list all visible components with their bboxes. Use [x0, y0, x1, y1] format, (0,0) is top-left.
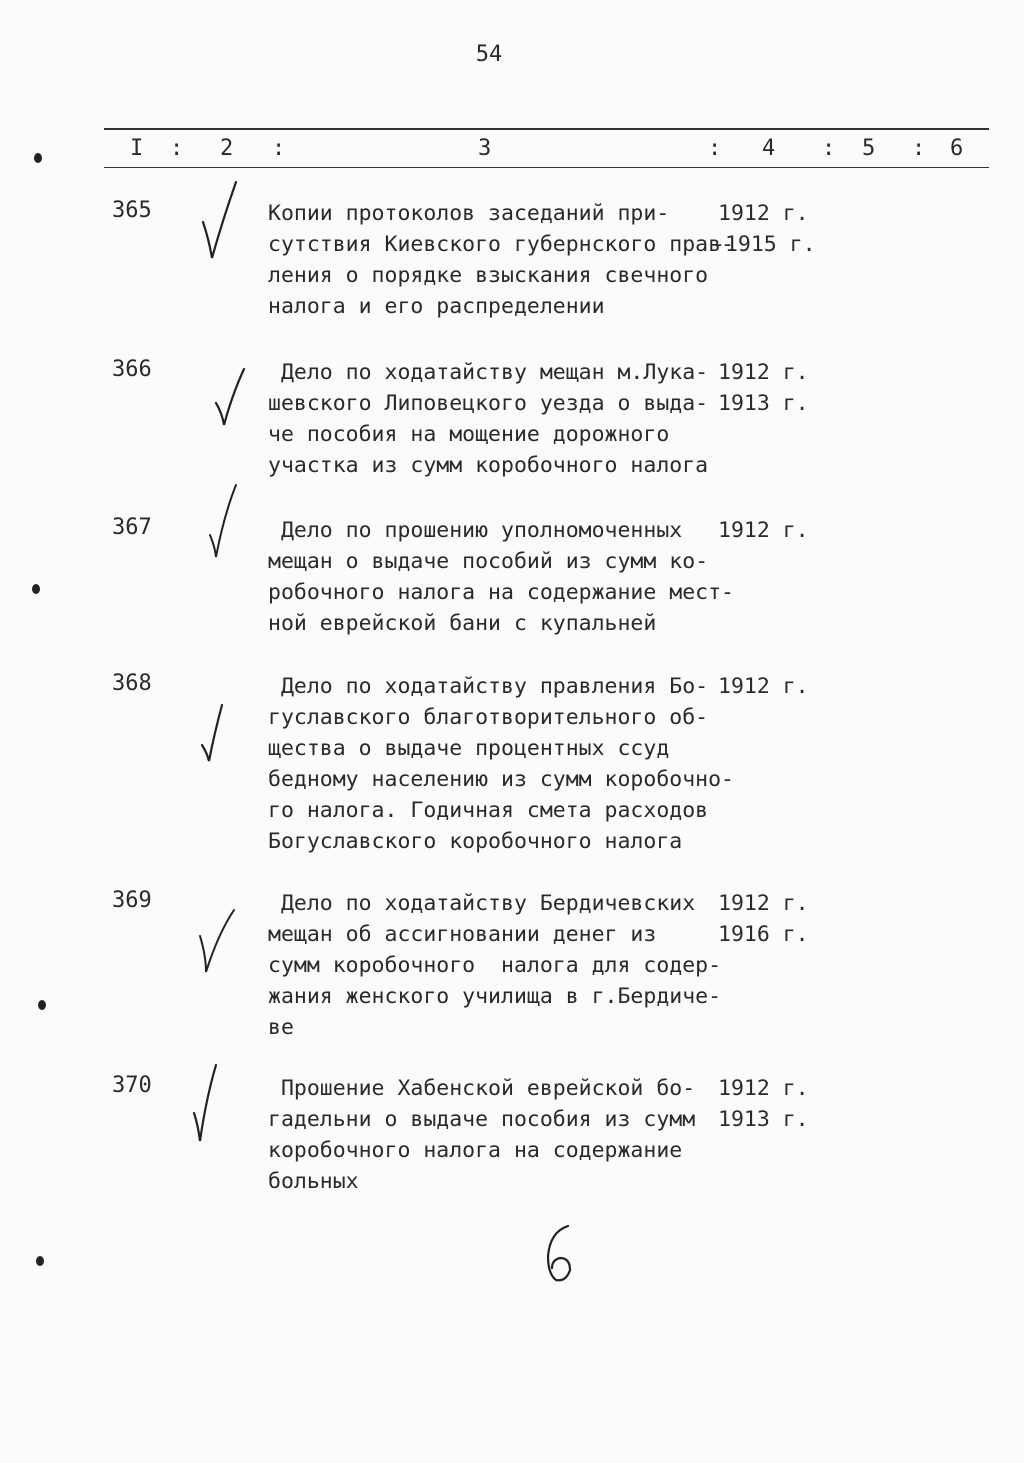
year-start: 1912 г. — [718, 201, 809, 226]
year-start: 1912 г. — [718, 891, 809, 916]
description-line: больных — [268, 1169, 359, 1194]
year-end: 1913 г. — [718, 1107, 809, 1132]
entry-number: 368 — [112, 671, 152, 696]
column-separator: : — [170, 136, 184, 161]
description-line: че пособия на мощение дорожного — [268, 422, 670, 447]
entry-description — [268, 515, 734, 639]
column-header-4: 4 — [762, 136, 776, 161]
binding-hole-mark — [36, 1256, 44, 1266]
description-line: Прошение Хабенской еврейской бо- — [268, 1076, 696, 1101]
page-number: 54 — [475, 42, 503, 67]
description-line: робочного налога на содержание мест- — [268, 580, 734, 605]
description-line: жания женского училища в г.Бердиче- — [268, 984, 722, 1009]
description-line: бедному населению из сумм коробочно- — [268, 767, 734, 792]
description-line: Дело по ходатайству Бердичевских — [268, 891, 696, 916]
entry-years — [712, 515, 809, 546]
checkmark-icon — [208, 485, 242, 569]
column-header-1: I — [130, 136, 144, 161]
header-bottom-rule — [104, 167, 989, 168]
column-separator: : — [822, 136, 836, 161]
entry-years — [712, 671, 809, 702]
entry-years — [712, 198, 816, 260]
description-line: мещан о выдаче пособий из сумм ко- — [268, 549, 709, 574]
description-line: гуславского благотворительного об- — [268, 705, 709, 730]
entry-years — [712, 1073, 809, 1135]
handwritten-note — [540, 1222, 580, 1292]
column-header-6: 6 — [950, 136, 964, 161]
entry-description — [268, 357, 728, 481]
description-line: сумм коробочного налога для содер- — [268, 953, 722, 978]
description-line: ве — [268, 1015, 294, 1040]
checkmark-icon — [200, 705, 230, 769]
checkmark-icon — [192, 1065, 228, 1149]
column-header-5: 5 — [862, 136, 876, 161]
binding-hole-mark — [34, 153, 42, 163]
entry-number: 370 — [112, 1073, 152, 1098]
header-top-rule — [104, 128, 989, 130]
description-line: го налога. Годичная смета расходов — [268, 798, 709, 823]
binding-hole-mark — [38, 1000, 46, 1010]
entry-description — [268, 198, 734, 322]
column-separator: : — [708, 136, 722, 161]
checkmark-icon — [198, 910, 238, 980]
checkmark-icon — [200, 182, 240, 266]
description-line: ления о порядке взыскания свечного — [268, 263, 709, 288]
description-line: щества о выдаче процентных ссуд — [268, 736, 670, 761]
description-line: участка из сумм коробочного налога — [268, 453, 709, 478]
year-end: 1913 г. — [718, 391, 809, 416]
year-end: 1916 г. — [718, 922, 809, 947]
entry-years — [712, 888, 809, 950]
year-start: 1912 г. — [718, 360, 809, 385]
column-header-3: 3 — [478, 136, 492, 161]
entry-description — [268, 1073, 728, 1197]
checkmark-icon — [214, 369, 248, 433]
year-start: 1912 г. — [718, 674, 809, 699]
entry-number: 366 — [112, 357, 152, 382]
year-start: 1912 г. — [718, 518, 809, 543]
description-line: Богуславского коробочного налога — [268, 829, 683, 854]
entry-years — [712, 357, 809, 419]
description-line: мещан об ассигновании денег из — [268, 922, 657, 947]
column-header-2: 2 — [220, 136, 234, 161]
column-separator: : — [912, 136, 926, 161]
description-line: Копии протоколов заседаний при- — [268, 201, 670, 226]
entry-number: 369 — [112, 888, 152, 913]
description-line: шевского Липовецкого уезда о выда- — [268, 391, 709, 416]
description-line: Дело по ходатайству правления Бо- — [268, 674, 709, 699]
description-line: коробочного налога на содержание — [268, 1138, 683, 1163]
entry-number: 365 — [112, 198, 152, 223]
column-separator: : — [272, 136, 286, 161]
description-line: налога и его распределении — [268, 294, 605, 319]
binding-hole-mark — [32, 584, 40, 594]
entry-description — [268, 671, 734, 857]
year-end: -1915 г. — [712, 232, 816, 257]
entry-description — [268, 888, 728, 1043]
description-line: Дело по прошению уполномоченных — [268, 518, 683, 543]
description-line: гадельни о выдаче пособия из сумм — [268, 1107, 696, 1132]
description-line: сутствия Киевского губернского прав- — [268, 232, 734, 257]
entry-number: 367 — [112, 515, 152, 540]
description-line: Дело по ходатайству мещан м.Лука- — [268, 360, 709, 385]
year-start: 1912 г. — [718, 1076, 809, 1101]
description-line: ной еврейской бани с купальней — [268, 611, 657, 636]
